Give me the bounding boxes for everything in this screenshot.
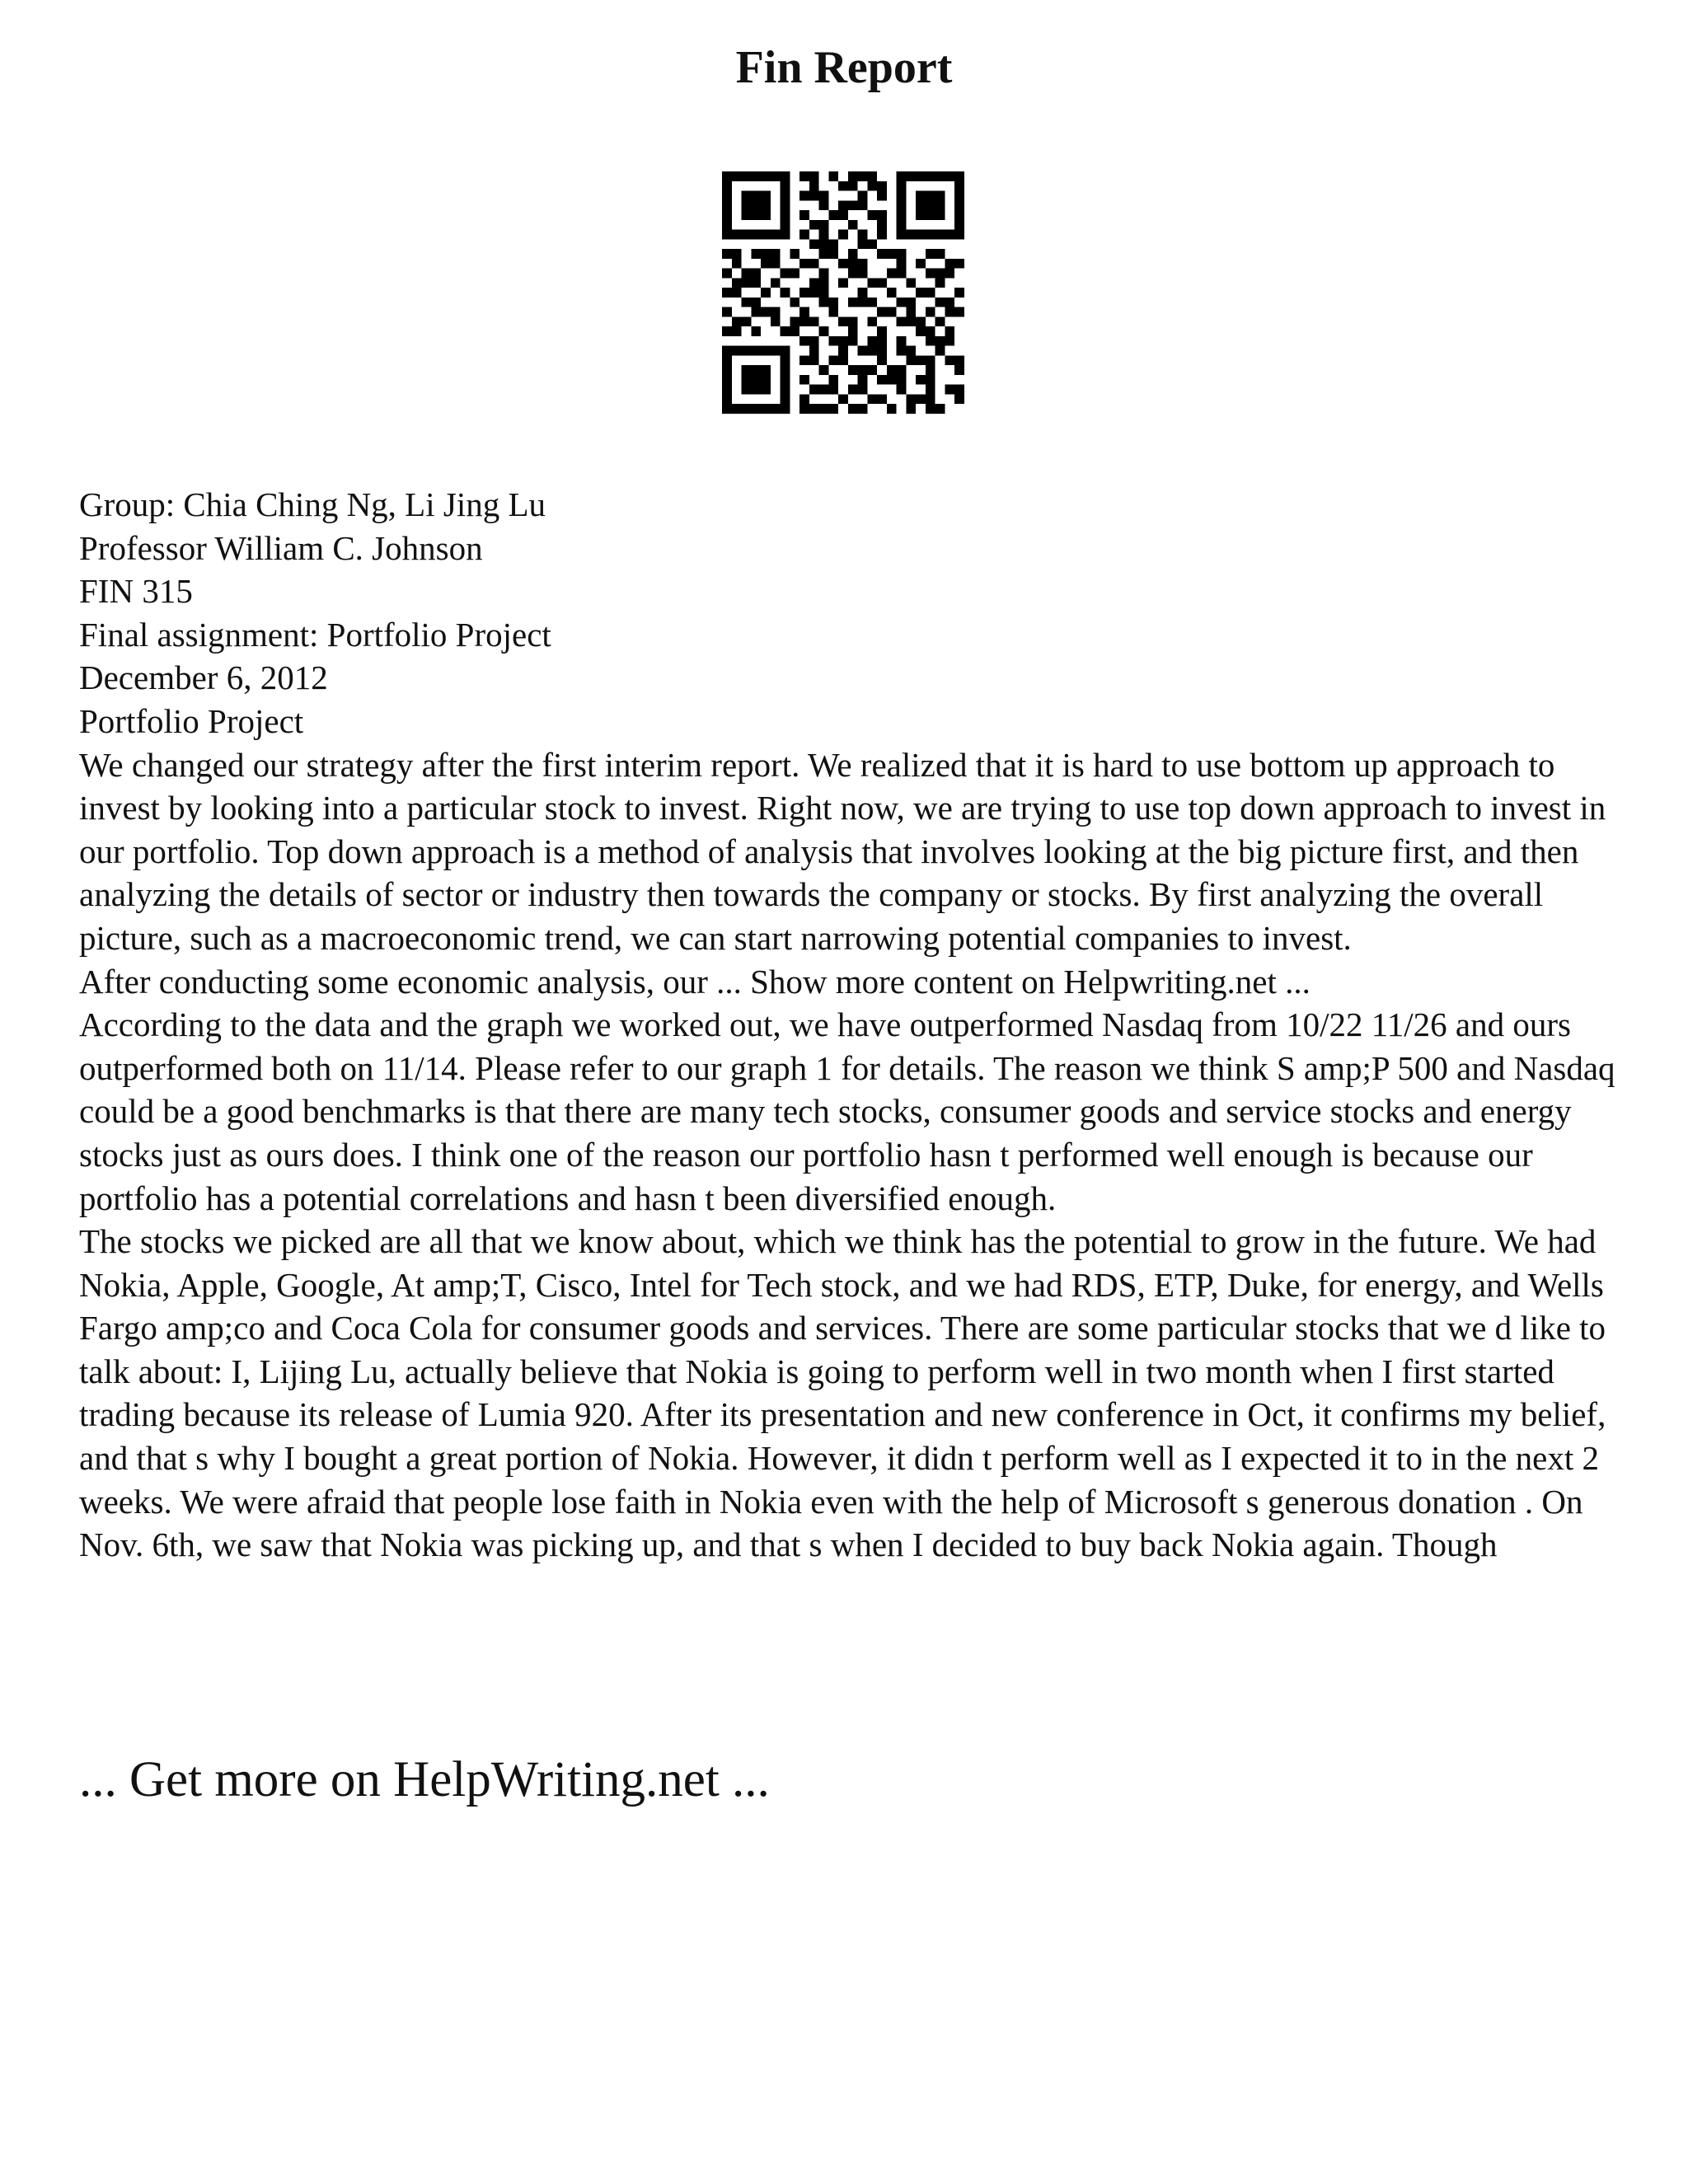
qr-code-icon [722,171,964,414]
header-group: Group: Chia Ching Ng, Li Jing Lu [79,485,546,523]
header-project: Portfolio Project [79,701,304,740]
header-professor: Professor William C. Johnson [79,528,483,567]
paragraph-benchmarks: According to the data and the graph we worked out, we have outperformed Nasdaq from 10/22 11/26 and ours outperformed both on 11/14. Please refer to our graph 1 for details. The reason we think S amp;P 500 and Nasdaq could be a good benchmarks is that there are many tech stocks, consumer goods and service stocks and energy stocks just as ours does. I think one of the reason our portfolio hasn t performed well enough is because our portfolio has a potential correlations and hasn t been diversified enough. [79,1005,1615,1217]
report-body [79,483,1629,1567]
header-date: December 6, 2012 [79,658,328,697]
page-title: Fin Report [735,42,953,93]
qr-code-graphic [722,171,964,414]
paragraph-stocks: The stocks we picked are all that we know about, which we think has the potential to grow in the future. We had Nokia, Apple, Google, At amp;T, Cisco, Intel for Tech stock, and we had RDS, ETP, Duke, for energy, and Wells Fargo amp;co and Coca Cola for consumer goods and services. There are some particular stocks that we d like to talk about: I, Lijing Lu, actually believe that Nokia is going to perform well in two month when I first started trading because its release of Lumia 920. After its presentation and new conference in Oct, it confirms my belief, and that s why I bought a great portion of Nokia. However, it didn t perform well as I expected it to in the next 2 weeks. We were afraid that people lose faith in Nokia even with the help of Microsoft s generous donation . On Nov. 6th, we saw that Nokia was picking up, and that s when I decided to buy back Nokia again. Though [79,1222,1606,1564]
header-course: FIN 315 [79,572,193,611]
get-more-link[interactable]: ... Get more on HelpWriting.net ... [79,1752,770,1807]
paragraph-strategy: We changed our strategy after the first interim report. We realized that it is hard to use bottom up approach to invest by looking into a particular stock to invest. Right now, we are trying to use top down approach to invest in our portfolio. Top down approach is a method of analysis that involves looking at the big picture first, and then analyzing the details of sector or industry then towards the company or stocks. By first analyzing the overall picture, such as a macroeconomic trend, we can start narrowing potential companies to invest. [79,745,1606,957]
paragraph-show-more: After conducting some economic analysis, our ... Show more content on Helpwriting.net ... [79,962,1311,1001]
header-assignment: Final assignment: Portfolio Project [79,615,551,654]
